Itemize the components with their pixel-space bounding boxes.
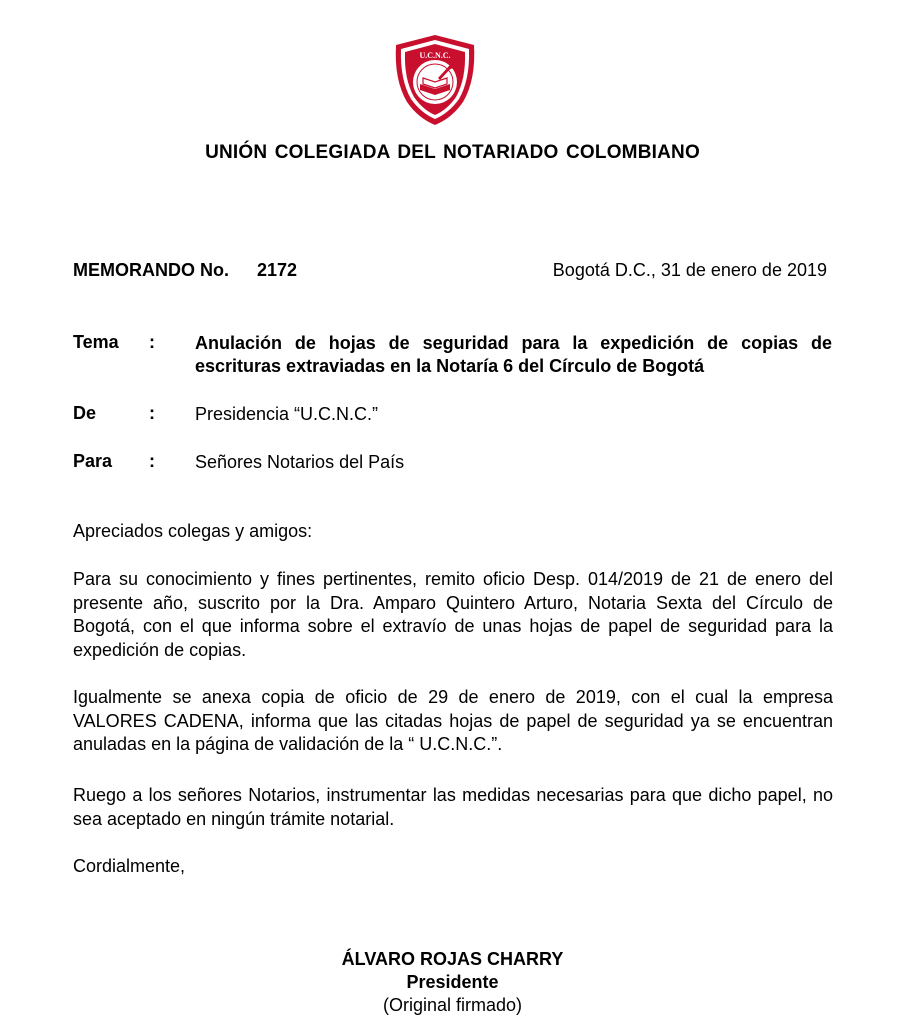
ucnc-logo-seal [390,32,480,128]
closing: Cordialmente, [73,856,186,876]
field-de-value: Presidencia “U.C.N.C.” [195,404,379,424]
memo-label: MEMORANDO No. [73,260,229,280]
field-tema-label: Tema [73,332,119,352]
field-para-value: Señores Notarios del País [195,452,405,472]
body-paragraph-3: Ruego a los señores Notarios, instrumentar las medidas necesarias para que dicho papel, no sea aceptado en ningún trámite notarial. [73,785,833,829]
field-de-colon: : [149,403,155,423]
field-tema-value: Anulación de hojas de seguridad para la expedición de copias de escrituras extraviadas en la Notaría 6 del Círculo de Bogotá [195,333,832,376]
field-tema-colon: : [149,332,155,352]
memo-date: Bogotá D.C., 31 de enero de 2019 [552,260,827,280]
salutation: Apreciados colegas y amigos: [73,521,313,541]
signatory-role: Presidente [406,972,499,992]
svg-text:U.C.N.C.: U.C.N.C. [419,51,451,60]
body-paragraph-2: Igualmente se anexa copia de oficio de 29 de enero de 2019, con el cual la empresa VALORES CADENA, informa que las citadas hojas de papel de seguridad ya se encuentran anuladas en la página de validación de la “ U.C.N.C.”. [73,687,833,754]
field-de-label: De [73,403,97,423]
memo-heading [73,260,297,281]
field-para-label: Para [73,451,113,471]
field-para-colon: : [149,451,155,471]
organization-title: UNIÓN COLEGIADA DEL NOTARIADO COLOMBIANO [205,142,700,163]
memo-number: 2172 [257,260,298,280]
ucnc-shield-icon [390,32,480,128]
body-paragraph-1: Para su conocimiento y fines pertinentes, remito oficio Desp. 014/2019 de 21 de enero del presente año, suscrito por la Dra. Amparo Quintero Arturo, Notaria Sexta del Círculo de Bogotá, con el que informa sobre el extravío de unas hojas de papel de seguridad para la expedición de copias. [73,569,833,660]
signature-block [0,948,905,1017]
signature-note: (Original firmado) [382,995,523,1015]
signatory-name: ÁLVARO ROJAS CHARRY [341,949,564,969]
